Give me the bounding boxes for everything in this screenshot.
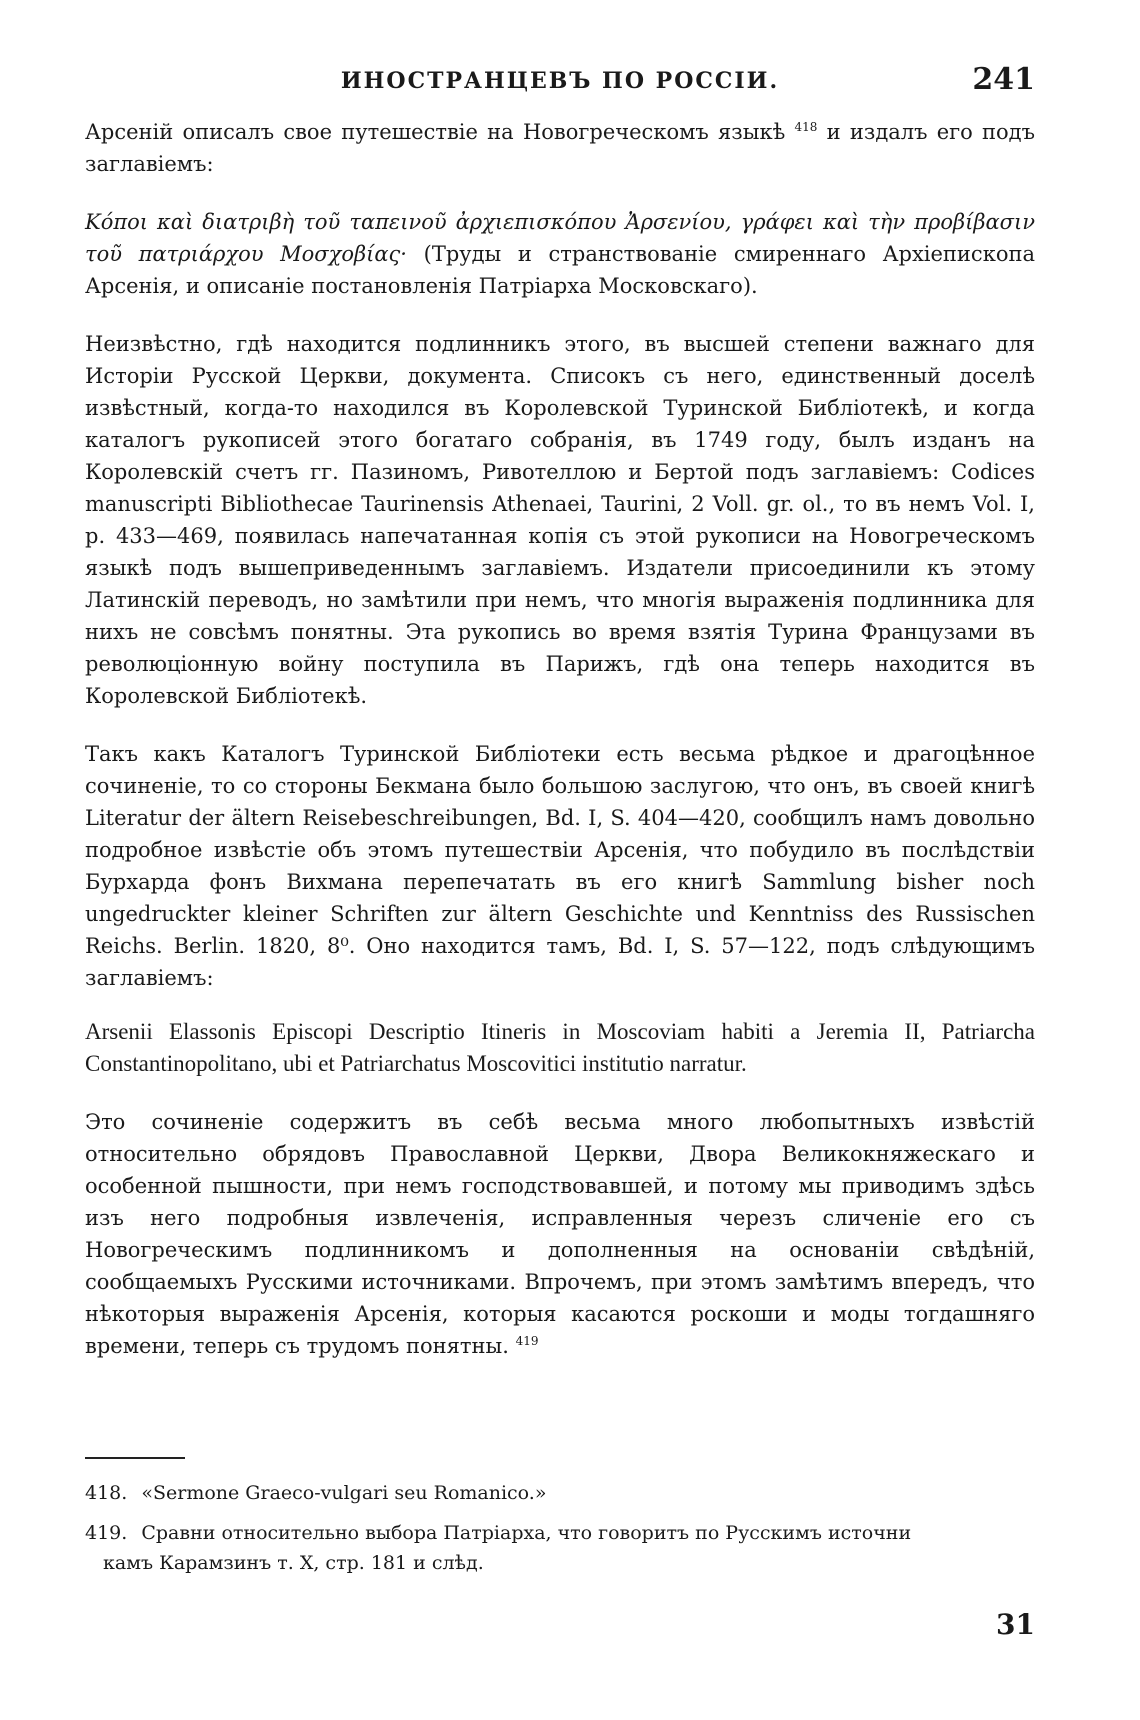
footnote-419-number: 419. [85,1522,128,1544]
signature-mark: 31 [996,1608,1035,1641]
paragraph-6 [85,1106,1035,1362]
paragraph-6-text: Это сочиненіе содержитъ въ себѣ весьма много любопытныхъ извѣстій относительно обрядовъ Православной Церкви, Двора Великокняжескаго и особенной пышности, при немъ господствовавшей, и потому мы приводимъ здѣсь изъ него подробныя извлеченія, исправленныя черезъ сличеніе его съ Новогреческимъ подлинникомъ и дополненныя на основаніи свѣдѣній, сообщаемыхъ Русскими источниками. Впрочемъ, при этомъ замѣтимъ впередъ, что нѣкоторыя выраженія Арсенія, которыя касаются роскоши и моды тогдашняго времени, теперь съ трудомъ понятны. [85,1110,1035,1358]
paragraph-4: Такъ какъ Каталогъ Туринской Библіотеки есть весьма рѣдкое и драгоцѣнное сочиненіе, то со стороны Бекмана было большою заслугою, что онъ, въ своей книгѣ Literatur der ältern Reisebeschreibungen, Bd. I, S. 404—420, сообщилъ намъ довольно подробное извѣстіе объ этомъ путешествіи Арсенія, что побудило въ послѣдствіи Бурхарда фонъ Вихмана перепечатать въ его книгѣ Sammlung bisher noch ungedruckter kleiner Schriften zur ältern Geschichte und Kenntniss des Russischen Reichs. Berlin. 1820, 8⁰. Оно находится тамъ, Bd. I, S. 57—122, подъ слѣдующимъ заглавіемъ: [85,742,1035,990]
paragraph-3: Неизвѣстно, гдѣ находится подлинникъ этого, въ высшей степени важнаго для Исторіи Русской Церкви, документа. Списокъ съ него, единственный доселѣ извѣстный, когда-то находился въ Королевской Туринской Библіотекѣ, и когда каталогъ рукописей этого богатаго собранія, въ 1749 году, былъ изданъ на Королевскій счетъ гг. Пазиномъ, Ривотеллою и Бертой подъ заглавіемъ: Codices manuscripti Bibliothecae Taurinensis Athenaei, Taurini, 2 Voll. gr. ol., то въ немъ Vol. I, p. 433—469, появилась напечатанная копія съ этой рукописи на Новогреческомъ языкѣ подъ вышеприведеннымъ заглавіемъ. Издатели присоединили къ этому Латинскій переводъ, но замѣтили при немъ, что многія выраженія подлинника для нихъ не совсѣмъ понятны. Эта рукопись во время взятія Турина Французами въ революціонную войну поступила въ Парижъ, гдѣ она теперь находится въ Королевской Библіотекѣ. [85,332,1035,708]
footnote-ref-419: 419 [515,1334,539,1348]
footnote-ref-418: 418 [794,120,818,134]
running-title: ИНОСТРАНЦЕВЪ ПО РОССІИ. [340,68,780,94]
latin-title: Arsenii Elassonis Episcopi Descriptio Itineris in Moscoviam habiti a Jeremia II, Patriarcha Constantinopolitano, ubi et Patriarchatus Moscovitici institutio narratur. [85,1019,1035,1076]
footnote-419-line2: камъ Карамзинъ т. X, стр. 181 и слѣд. [103,1552,484,1574]
footnote-divider [85,1457,185,1459]
main-text [85,116,1035,1362]
paragraph-1 [85,116,1035,180]
paragraph-1-text: Арсеній описалъ свое путешествіе на Новогреческомъ языкѣ [85,120,786,144]
footnote-419 [85,1518,1035,1578]
greek-title: Κόποι καὶ διατριβὴ τοῦ ταπεινοῦ ἀρχιεπισκόπου Ἀρσενίου, γράφει καὶ τὴν προβίβασιν τοῦ πατριάρχου Μοσχοβίας· [85,210,1035,266]
russian-translation: (Труды и странствованіе смиреннаго Архіепископа Арсенія, и описаніе постановленія Патріарха Московскаго). [85,242,1035,298]
footnote-418 [85,1478,1035,1508]
footnote-419-line1: Сравни относительно выбора Патріарха, что говоритъ по Русскимъ источни [141,1522,912,1544]
footnote-418-number: 418. [85,1482,128,1504]
footnotes [85,1478,1035,1588]
footnote-418-text: «Sermone Graeco-vulgari seu Romanico.» [141,1482,547,1504]
paragraph-1-tail: и издалъ его подъ заглавіемъ: [85,120,1035,176]
page-number: 241 [972,62,1035,97]
paragraph-2 [85,206,1035,302]
page-header [85,62,1035,102]
